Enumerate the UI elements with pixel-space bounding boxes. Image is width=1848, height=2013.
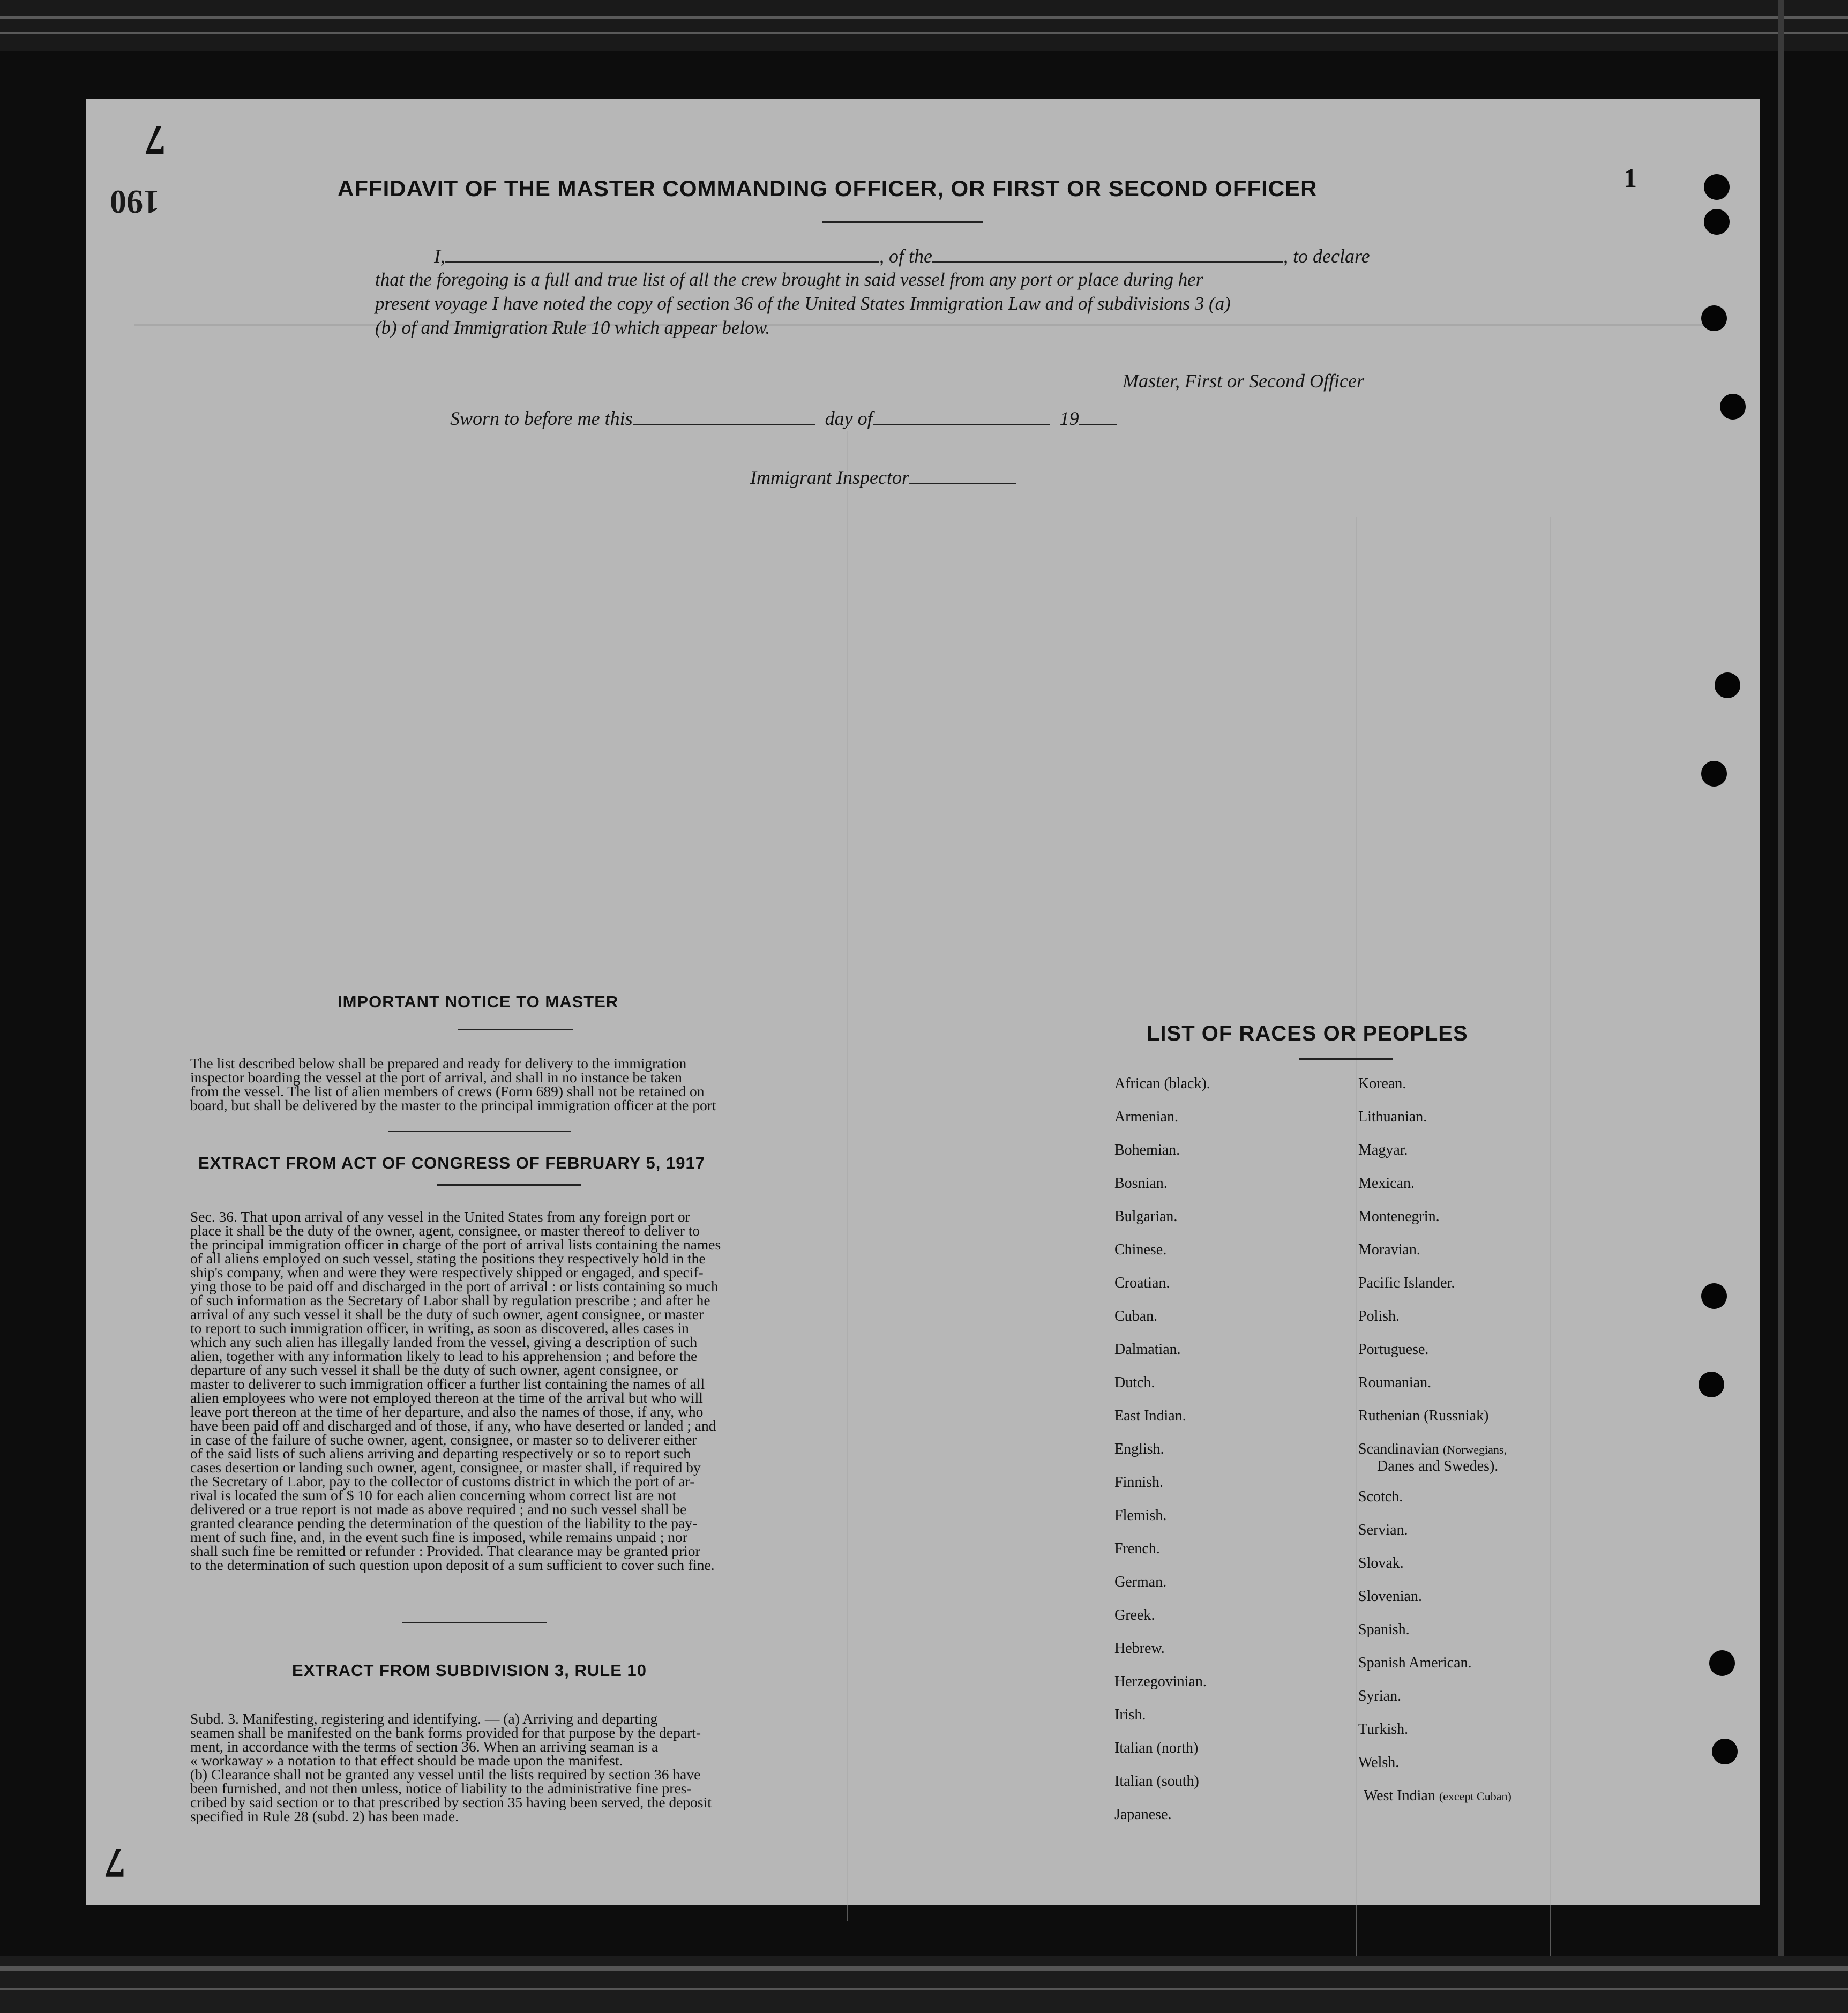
extract-act-line: of all aliens employed on such vessel, stating the positions they respectively hold in the xyxy=(190,1250,706,1267)
race-item: Croatian. xyxy=(1114,1275,1170,1291)
race-item: Slovenian. xyxy=(1358,1588,1422,1605)
extract-act-line: of such information as the Secretary of Labor shall by regulation prescribe ; and after he xyxy=(190,1292,710,1308)
race-item: Cuban. xyxy=(1114,1308,1158,1324)
extract-act-line: cases desertion or landing such owner, agent, consignee, or master shall, if required by xyxy=(190,1459,701,1476)
inspector-label: Immigrant Inspector xyxy=(750,467,909,488)
notice-line: The list described below shall be prepared and ready for delivery to the immigration xyxy=(190,1055,687,1072)
extract-act-line: ship's company, when and were they were respectively shipped or engaged, and specif- xyxy=(190,1264,704,1281)
scan-border-right xyxy=(1778,0,1784,2013)
punch-hole xyxy=(1701,761,1727,787)
scan-border-top xyxy=(0,0,1848,51)
of-the-label: , of the xyxy=(879,245,932,267)
races-title-rule xyxy=(1299,1058,1393,1060)
race-item: Moravian. xyxy=(1358,1241,1420,1258)
extract-act-line: leave port thereon at the time of her departure, and also the names of those, if any, who xyxy=(190,1403,704,1420)
race-item: Dutch. xyxy=(1114,1374,1155,1391)
extract-act-line: rival is located the sum of $ 10 for each alien concerning whom correct list are not xyxy=(190,1487,677,1503)
document-page xyxy=(86,99,1760,1905)
race-item: Finnish. xyxy=(1114,1474,1164,1491)
extract-rule-text xyxy=(190,1712,822,1823)
race-item: Montenegrin. xyxy=(1358,1208,1440,1225)
extract-act-title-rule xyxy=(437,1184,581,1186)
notice-title-rule xyxy=(458,1029,573,1030)
race-item: Bosnian. xyxy=(1114,1175,1168,1192)
race-item: English. xyxy=(1114,1441,1164,1457)
race-item: Lithuanian. xyxy=(1358,1109,1427,1125)
extract-act-line: to report to such immigration officer, in writing, as soon as discovered, alles cases in xyxy=(190,1320,689,1336)
race-item: Flemish. xyxy=(1114,1507,1167,1524)
race-item: Ruthenian (Russniak) xyxy=(1358,1408,1489,1424)
extract-act-line: shall such fine be remitted or refunder : Provided. That clearance may be granted prior xyxy=(190,1543,700,1559)
race-item: Pacific Islander. xyxy=(1358,1275,1455,1291)
extract-act-line: place it shall be the duty of the owner, agent, consignee, or master thereof to deliver to xyxy=(190,1222,700,1239)
extract-act-end-rule xyxy=(402,1622,547,1623)
races-title: LIST OF RACES OR PEOPLES xyxy=(1147,1022,1468,1045)
race-item: West Indian xyxy=(1364,1787,1435,1804)
sworn-year-field xyxy=(1079,408,1117,425)
notice-end-rule xyxy=(388,1131,571,1132)
race-item: Spanish American. xyxy=(1358,1655,1472,1671)
race-item: French. xyxy=(1114,1540,1160,1557)
race-item: Greek. xyxy=(1114,1607,1155,1623)
race-item: Portuguese. xyxy=(1358,1341,1429,1358)
vessel-name-field xyxy=(932,245,1283,263)
extract-rule-line: cribed by said section or to that prescribed by section 35 having been served, the deposit xyxy=(190,1794,712,1810)
sworn-month-field xyxy=(873,408,1050,425)
year-label: 19 xyxy=(1059,408,1079,429)
to-declare-label: , to declare xyxy=(1283,245,1370,267)
notice-line: from the vessel. The list of alien members of crews (Form 689) shall not be retained on xyxy=(190,1083,705,1099)
race-item: Korean. xyxy=(1358,1075,1406,1092)
extract-rule-line: specified in Rule 28 (subd. 2) has been made. xyxy=(190,1808,459,1824)
race-item: Italian (south) xyxy=(1114,1773,1199,1790)
extract-rule-line: seamen shall be manifested on the bank forms provided for that purpose by the depart- xyxy=(190,1724,701,1741)
extract-act-line: master to deliverer to such immigration officer a further list containing the names of all xyxy=(190,1375,705,1392)
race-item: Scandinavian xyxy=(1358,1441,1439,1457)
race-item: Syrian. xyxy=(1358,1688,1402,1704)
punch-hole xyxy=(1720,394,1746,420)
master-signature-label: Master, First or Second Officer xyxy=(1123,370,1364,392)
race-item: Herzegovinian. xyxy=(1114,1673,1207,1690)
extract-rule-line: (b) Clearance shall not be granted any vessel until the lists required by section 36 have xyxy=(190,1766,701,1783)
race-note: (Norwegians, xyxy=(1442,1443,1507,1456)
corner-mark-top: 7 xyxy=(145,116,166,163)
inspector-line xyxy=(750,466,1016,489)
i-label: I, xyxy=(434,245,445,267)
extract-act-line: arrival of any such vessel it shall be the duty of such owner, agent consignee, or master xyxy=(190,1306,704,1322)
extract-act-line: have been paid off and discharged and of those, if any, who have deserted or landed ; and xyxy=(190,1417,716,1434)
inspector-signature-field xyxy=(909,467,1016,484)
punch-hole xyxy=(1699,1372,1724,1397)
extract-act-line: alien, together with any information likely to lead to his apprehension ; and before the xyxy=(190,1348,698,1364)
race-item: Turkish. xyxy=(1358,1721,1409,1738)
extract-act-text xyxy=(190,1210,822,1572)
extract-act-line: of the said lists of such aliens arriving and departing respectively or so to report such xyxy=(190,1445,691,1462)
race-item: German. xyxy=(1114,1574,1167,1590)
affidavit-line-2: that the foregoing is a full and true list of all the crew brought in said vessel from any port or place during her xyxy=(375,269,1203,290)
extract-act-title: EXTRACT FROM ACT OF CONGRESS OF FEBRUARY 5, 1917 xyxy=(198,1154,705,1172)
race-item: Bohemian. xyxy=(1114,1142,1180,1158)
extract-act-line: which any such alien has illegally landed from the vessel, giving a description of such xyxy=(190,1334,698,1350)
notice-title: IMPORTANT NOTICE TO MASTER xyxy=(338,992,619,1011)
race-item: African (black). xyxy=(1114,1075,1210,1092)
race-item: East Indian. xyxy=(1114,1408,1186,1424)
punch-hole xyxy=(1701,1283,1727,1309)
punch-hole xyxy=(1701,305,1727,331)
race-item: Dalmatian. xyxy=(1114,1341,1181,1358)
extract-rule-line: ment, in accordance with the terms of section 36. When an arriving seaman is a xyxy=(190,1738,659,1755)
race-item: Armenian. xyxy=(1114,1109,1178,1125)
race-item: Slovak. xyxy=(1358,1555,1404,1572)
extract-act-line: ment of such fine, and, in the event such fine is imposed, while remains unpaid ; nor xyxy=(190,1529,687,1545)
race-note-line2: Danes and Swedes). xyxy=(1377,1458,1499,1475)
race-item: Bulgarian. xyxy=(1114,1208,1178,1225)
race-item: Welsh. xyxy=(1358,1754,1400,1771)
race-note: (except Cuban) xyxy=(1439,1790,1512,1803)
extract-act-line: alien employees who were not employed thereon at the time of the arrival but who will xyxy=(190,1389,703,1406)
scan-border-bottom xyxy=(0,1956,1848,2013)
race-item: Irish. xyxy=(1114,1707,1146,1723)
extract-act-line: departure of any such vessel it shall be the duty of such owner, agent consignee, or xyxy=(190,1361,678,1378)
race-item: Polish. xyxy=(1358,1308,1400,1324)
extract-act-line: ying those to be paid off and discharged in the port of arrival : or lists containing so much xyxy=(190,1278,719,1294)
extract-rule-line: Subd. 3. Manifesting, registering and identifying. — (a) Arriving and departing xyxy=(190,1710,658,1727)
sworn-line xyxy=(450,407,1117,430)
officer-name-field xyxy=(445,245,879,263)
punch-hole xyxy=(1712,1739,1738,1764)
race-item-west-indian xyxy=(1364,1787,1512,1805)
notice-text xyxy=(190,1057,822,1112)
day-of-label: day of xyxy=(825,408,873,429)
extract-rule-title: EXTRACT FROM SUBDIVISION 3, RULE 10 xyxy=(292,1661,647,1680)
race-item: Roumanian. xyxy=(1358,1374,1432,1391)
race-item: Hebrew. xyxy=(1114,1640,1165,1657)
extract-act-line: to the determination of such question upon deposit of a sum sufficient to cover such fine. xyxy=(190,1556,715,1573)
affidavit-line-1 xyxy=(434,245,1370,267)
extract-act-line: granted clearance pending the determination of the question of the liability to the pay- xyxy=(190,1515,698,1531)
affidavit-title: AFFIDAVIT OF THE MASTER COMMANDING OFFICER, OR FIRST OR SECOND OFFICER xyxy=(338,176,1318,201)
race-item: Magyar. xyxy=(1358,1142,1408,1158)
sworn-label: Sworn to before me this xyxy=(450,408,633,429)
notice-line: board, but shall be delivered by the master to the principal immigration officer at the port xyxy=(190,1097,716,1113)
race-item: Spanish. xyxy=(1358,1621,1410,1638)
punch-hole xyxy=(1704,209,1730,235)
extract-act-line: the Secretary of Labor, pay to the collector of customs district in which the port of ar- xyxy=(190,1473,695,1490)
extract-rule-line: « workaway » a notation to that effect should be made upon the manifest. xyxy=(190,1752,623,1769)
affidavit-title-rule xyxy=(822,221,983,223)
notice-line: inspector boarding the vessel at the port of arrival, and shall in no instance be taken xyxy=(190,1069,682,1086)
stamp-number: 190 xyxy=(110,183,160,220)
affidavit-line-4: (b) of and Immigration Rule 10 which appear below. xyxy=(375,317,770,338)
race-item: Servian. xyxy=(1358,1522,1408,1538)
extract-rule-line: been furnished, and not then unless, notice of liability to the administrative fine pres- xyxy=(190,1780,692,1797)
corner-mark-right: 1 xyxy=(1623,163,1637,193)
corner-mark-bottom: 7 xyxy=(104,1839,126,1886)
race-item: Italian (north) xyxy=(1114,1740,1199,1756)
punch-hole xyxy=(1715,672,1740,698)
punch-hole xyxy=(1709,1650,1735,1676)
race-item: Scotch. xyxy=(1358,1488,1403,1505)
race-item: Japanese. xyxy=(1114,1806,1172,1823)
extract-act-line: the principal immigration officer in charge of the port of arrival lists containing the names xyxy=(190,1236,721,1253)
punch-hole xyxy=(1704,174,1730,200)
extract-act-line: in case of the failure of suche owner, agent, consignee, or master so to deliverer either xyxy=(190,1431,697,1448)
race-item-scandinavian xyxy=(1358,1441,1507,1458)
extract-act-line: Sec. 36. That upon arrival of any vessel in the United States from any foreign port or xyxy=(190,1208,690,1225)
race-item: Chinese. xyxy=(1114,1241,1167,1258)
race-item: Mexican. xyxy=(1358,1175,1415,1192)
sworn-day-field xyxy=(633,408,815,425)
extract-act-line: delivered or a true report is not made as above required ; and no such vessel shall be xyxy=(190,1501,687,1517)
affidavit-line-3: present voyage I have noted the copy of section 36 of the United States Immigration Law and of subdivisions 3 (a) xyxy=(375,293,1231,314)
